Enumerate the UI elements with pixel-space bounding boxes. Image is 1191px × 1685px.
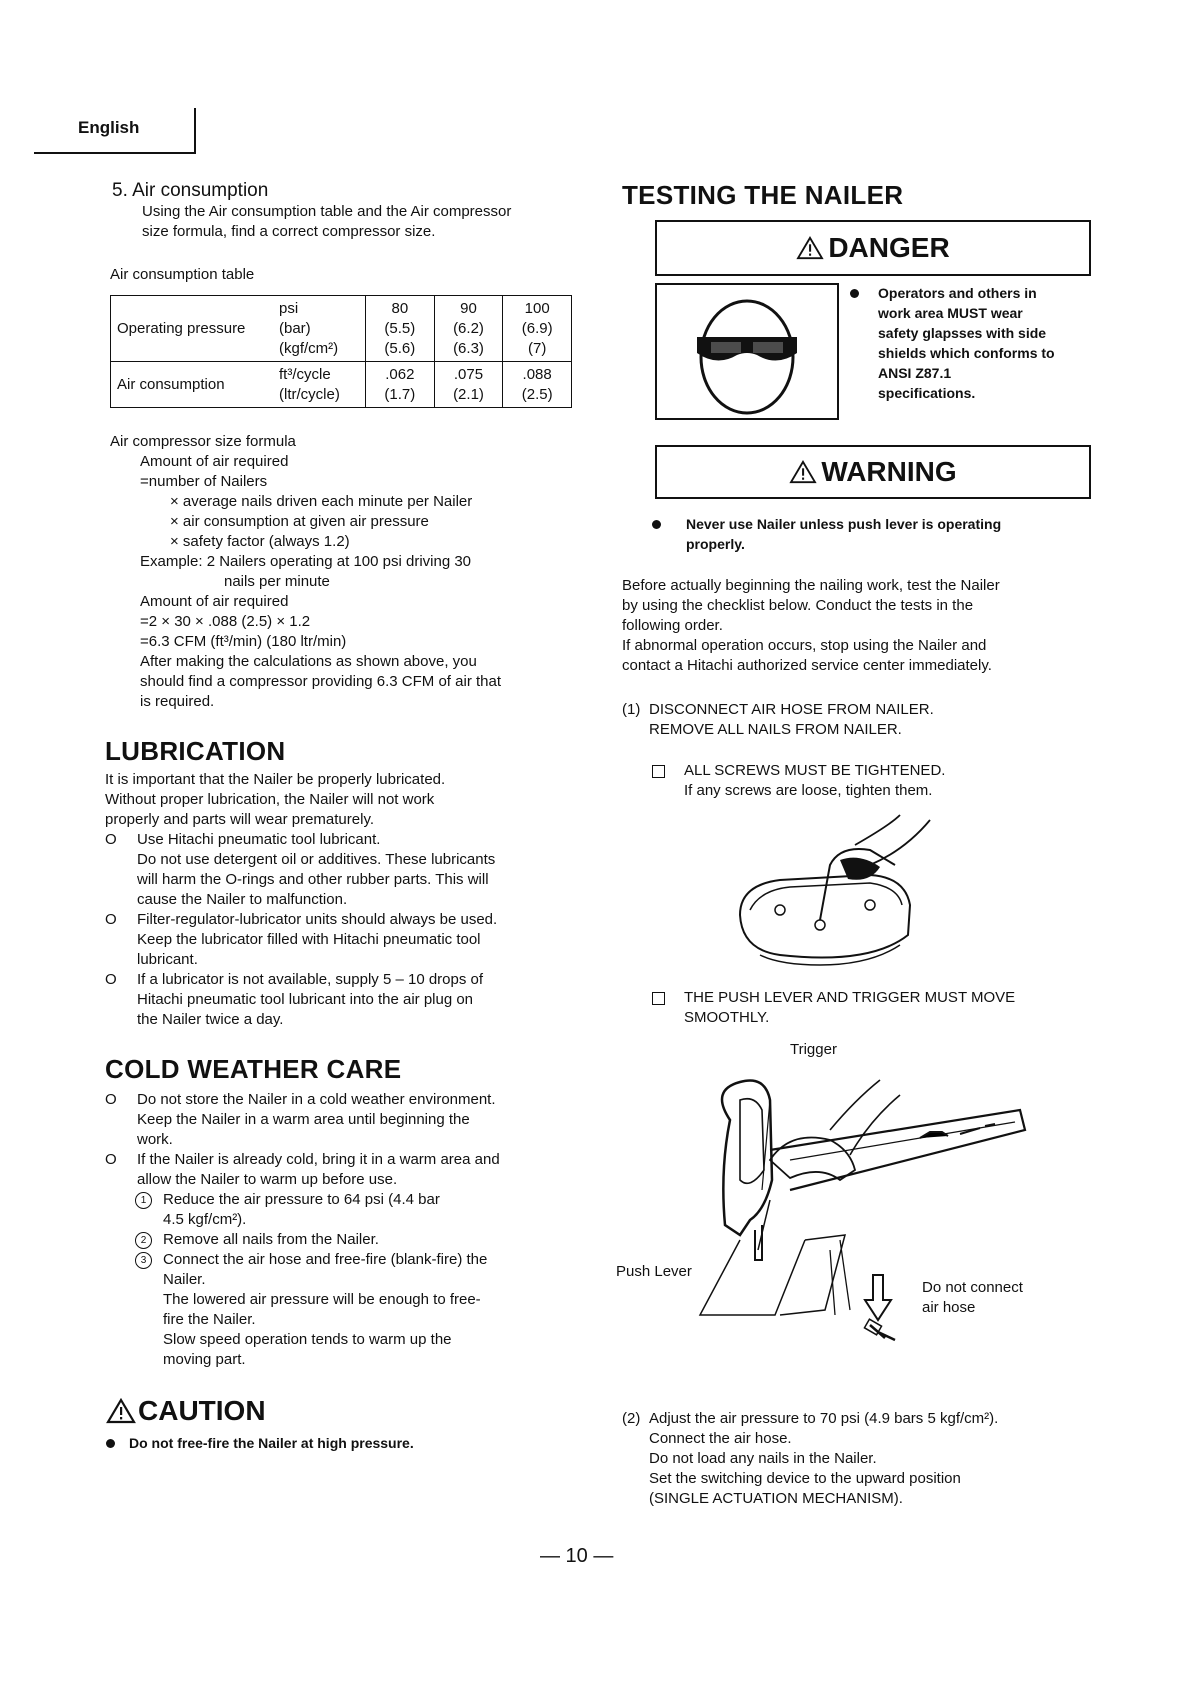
unit-bar: (bar) — [279, 319, 311, 337]
screw-tightening-illustration — [720, 805, 940, 970]
bullet: O — [105, 831, 117, 848]
formula-line: Amount of air required — [140, 453, 289, 470]
table-units-cell — [273, 296, 366, 362]
formula-line: nails per minute — [224, 573, 330, 590]
warning-label-box — [655, 445, 1091, 499]
table-cell: 90 (6.2) (6.3) — [434, 296, 503, 362]
safety-goggles-box — [655, 283, 839, 420]
push-lever-label: Push Lever — [616, 1263, 692, 1280]
lubrication-intro: Without proper lubrication, the Nailer will not work — [105, 791, 435, 808]
caution-text: Do not free-fire the Nailer at high pressure. — [129, 1435, 414, 1451]
cold-weather-heading: COLD WEATHER CARE — [105, 1054, 402, 1084]
unit-kgf: (kgf/cm²) — [279, 339, 339, 357]
warning-triangle-icon — [106, 1398, 136, 1424]
lubrication-intro: properly and parts will wear prematurely. — [105, 811, 374, 828]
cold-weather-item: O If the Nailer is already cold, bring it in a warm area and allow the Nailer to warm up before use. — [105, 1151, 500, 1188]
testing-heading: TESTING THE NAILER — [622, 180, 904, 210]
table-row-label: Air consumption — [111, 362, 274, 408]
formula-line: =6.3 CFM (ft³/min) (180 ltr/min) — [140, 633, 347, 650]
formula-line: Amount of air required — [140, 593, 289, 610]
lubrication-item: O Filter-regulator-lubricator units should always be used. Keep the lubricator filled with Hitachi pneumatic tool lubricant. — [105, 911, 498, 968]
trigger-label: Trigger — [790, 1041, 837, 1058]
lubrication-body — [105, 770, 585, 1030]
step-number: 3 — [135, 1252, 152, 1269]
testing-step-2: (2) Adjust the air pressure to 70 psi (4.9 bars 5 kgf/cm²). Connect the air hose. Do not load any nails in the Nailer. Set the switching device to the upward position (SINGLE ACTUATION MECHANISM). — [622, 1410, 999, 1507]
bullet: O — [105, 911, 117, 928]
formula-title: Air compressor size formula — [110, 433, 296, 450]
table-row-label: Operating pressure — [111, 296, 274, 362]
formula-line: × average nails driven each minute per Nailer — [170, 493, 473, 510]
table-caption: Air consumption table — [110, 266, 255, 283]
lubrication-item: O If a lubricator is not available, supply 5 – 10 drops of Hitachi pneumatic tool lubricant into the air plug on the Nailer twice a day. — [105, 971, 484, 1028]
formula-line: Example: 2 Nailers operating at 100 psi driving 30 — [140, 553, 472, 570]
formula-line: should find a compressor providing 6.3 CFM of air that — [140, 673, 502, 690]
step-number: 2 — [135, 1232, 152, 1249]
testing-step-1: (1) DISCONNECT AIR HOSE FROM NAILER. REMOVE ALL NAILS FROM NAILER. — [622, 701, 934, 738]
testing-intro: Before actually beginning the nailing work, test the Nailer by using the checklist below. Conduct the tests in the following order. If abnormal operation occurs, stop using the Nailer and contact a Hitachi authorized service center immediately. — [622, 577, 1000, 674]
danger-label-box — [655, 220, 1091, 276]
warning-triangle-icon — [796, 236, 824, 260]
bullet-dot — [652, 520, 661, 529]
caution-block — [106, 1395, 414, 1453]
cold-weather-body — [105, 1090, 585, 1370]
checkbox-icon — [652, 992, 665, 1005]
nailer-illustration — [680, 1060, 1040, 1350]
formula-block — [110, 432, 580, 712]
lubrication-heading: LUBRICATION — [105, 736, 286, 766]
cold-weather-step: 1 Reduce the air pressure to 64 psi (4.4 bar 4.5 kgf/cm²). — [105, 1190, 585, 1230]
cold-weather-step: 2 Remove all nails from the Nailer. — [105, 1230, 585, 1250]
table-cell: .062 (1.7) — [366, 362, 435, 408]
formula-line: is required. — [140, 693, 215, 710]
table-cell: .075 (2.1) — [434, 362, 503, 408]
air-consumption-section — [112, 180, 511, 242]
do-not-connect-label: Do not connect air hose — [922, 1279, 1023, 1316]
cold-weather-step: 3 Connect the air hose and free-fire (blank-fire) the Nailer. The lowered air pressure will be enough to free- fire the Nailer. Slow speed operation tends to warm up the moving part. — [105, 1250, 585, 1370]
language-label: English — [78, 118, 140, 137]
safety-goggles-icon — [657, 285, 837, 418]
danger-text: Operators and others in work area MUST wear safety glapsses with side shields which conforms to ANSI Z87.1 specifications. — [850, 283, 1090, 403]
caution-heading: CAUTION — [138, 1395, 266, 1426]
bullet: O — [105, 971, 117, 988]
formula-line: =2 × 30 × .088 (2.5) × 1.2 — [140, 613, 311, 630]
warning-label: WARNING — [821, 456, 957, 487]
page-number: — 10 — — [540, 1545, 614, 1567]
table-cell: 80 (5.5) (5.6) — [366, 296, 435, 362]
table-cell: 100 (6.9) (7) — [503, 296, 572, 362]
air-consumption-intro-2: size formula, find a correct compressor size. — [142, 223, 436, 240]
formula-line: × air consumption at given air pressure — [170, 513, 429, 530]
formula-line: =number of Nailers — [140, 473, 268, 490]
danger-label: DANGER — [828, 232, 950, 263]
bullet-dot — [106, 1439, 115, 1448]
air-consumption-intro-1: Using the Air consumption table and the Air compressor — [142, 203, 512, 220]
step-number: 1 — [135, 1192, 152, 1209]
air-consumption-heading: 5. Air consumption — [112, 180, 269, 201]
table-cell: .088 (2.5) — [503, 362, 572, 408]
language-tab — [34, 108, 196, 154]
formula-line: After making the calculations as shown above, you — [140, 653, 477, 670]
check-item-push-lever: THE PUSH LEVER AND TRIGGER MUST MOVE SMOOTHLY. — [652, 988, 1015, 1028]
table-units-cell: ft³/cycle (ltr/cycle) — [273, 362, 366, 408]
cold-weather-item: O Do not store the Nailer in a cold weather environment. Keep the Nailer in a warm area until beginning the work. — [105, 1091, 496, 1148]
unit-psi: psi — [279, 299, 299, 317]
warning-triangle-icon — [789, 460, 817, 484]
lubrication-intro: It is important that the Nailer be properly lubricated. — [105, 771, 446, 788]
air-consumption-table — [110, 295, 572, 408]
formula-line: × safety factor (always 1.2) — [170, 533, 350, 550]
lubrication-item: O Use Hitachi pneumatic tool lubricant. Do not use detergent oil or additives. These lubricants will harm the O-rings and other rubber parts. This will cause the Nailer to malfunction. — [105, 831, 496, 908]
bullet-dot — [850, 289, 859, 298]
warning-text: Never use Nailer unless push lever is operating properly. — [652, 514, 1092, 554]
check-item-screws: ALL SCREWS MUST BE TIGHTENED. If any screws are loose, tighten them. — [652, 761, 945, 801]
checkbox-icon — [652, 765, 665, 778]
